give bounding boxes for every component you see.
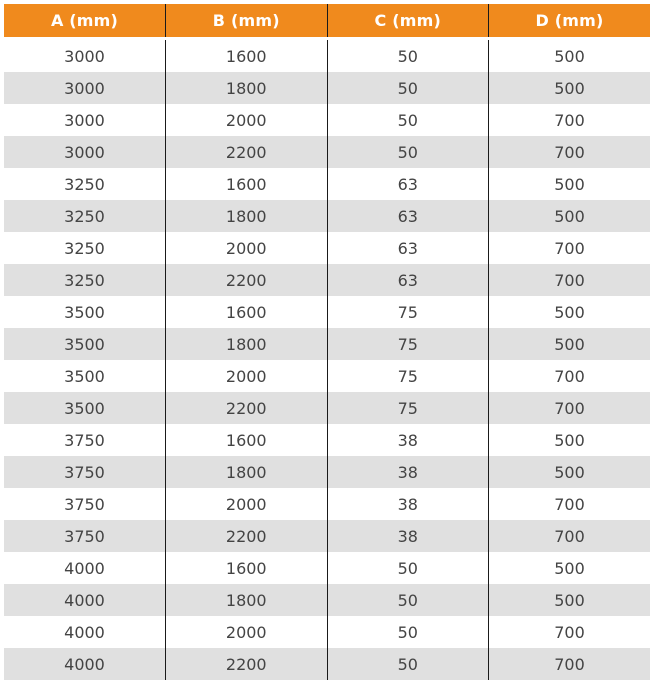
cell-a: 3000 bbox=[4, 39, 166, 73]
cell-a: 3250 bbox=[4, 264, 166, 296]
cell-a: 3750 bbox=[4, 488, 166, 520]
cell-a: 3000 bbox=[4, 136, 166, 168]
cell-d: 500 bbox=[489, 456, 651, 488]
cell-a: 3750 bbox=[4, 520, 166, 552]
table-row bbox=[4, 424, 650, 456]
cell-a: 3500 bbox=[4, 296, 166, 328]
cell-a: 3250 bbox=[4, 200, 166, 232]
cell-b: 1600 bbox=[166, 424, 328, 456]
cell-c: 38 bbox=[327, 456, 489, 488]
table-row bbox=[4, 136, 650, 168]
cell-c: 75 bbox=[327, 360, 489, 392]
cell-a: 3500 bbox=[4, 328, 166, 360]
cell-b: 1600 bbox=[166, 552, 328, 584]
column-header-a: A (mm) bbox=[4, 4, 166, 39]
header-row bbox=[4, 4, 650, 39]
cell-c: 50 bbox=[327, 648, 489, 680]
cell-d: 500 bbox=[489, 328, 651, 360]
dimensions-table-container bbox=[4, 4, 650, 680]
cell-a: 3250 bbox=[4, 168, 166, 200]
cell-a: 3250 bbox=[4, 232, 166, 264]
cell-a: 4000 bbox=[4, 648, 166, 680]
column-header-b: B (mm) bbox=[166, 4, 328, 39]
cell-d: 500 bbox=[489, 39, 651, 73]
cell-c: 75 bbox=[327, 296, 489, 328]
cell-c: 50 bbox=[327, 136, 489, 168]
column-header-c: C (mm) bbox=[327, 4, 489, 39]
cell-c: 50 bbox=[327, 616, 489, 648]
cell-b: 1800 bbox=[166, 328, 328, 360]
cell-c: 50 bbox=[327, 584, 489, 616]
table-row bbox=[4, 552, 650, 584]
cell-a: 3750 bbox=[4, 456, 166, 488]
dimensions-table bbox=[4, 4, 650, 680]
cell-b: 2000 bbox=[166, 360, 328, 392]
cell-b: 2200 bbox=[166, 648, 328, 680]
table-row bbox=[4, 488, 650, 520]
table-row bbox=[4, 168, 650, 200]
cell-d: 700 bbox=[489, 360, 651, 392]
cell-d: 700 bbox=[489, 136, 651, 168]
cell-c: 63 bbox=[327, 264, 489, 296]
table-row bbox=[4, 360, 650, 392]
cell-c: 38 bbox=[327, 520, 489, 552]
table-header bbox=[4, 4, 650, 39]
cell-a: 3000 bbox=[4, 104, 166, 136]
table-row bbox=[4, 104, 650, 136]
cell-b: 2200 bbox=[166, 392, 328, 424]
cell-d: 700 bbox=[489, 104, 651, 136]
cell-a: 3750 bbox=[4, 424, 166, 456]
table-row bbox=[4, 232, 650, 264]
table-row bbox=[4, 616, 650, 648]
cell-c: 63 bbox=[327, 168, 489, 200]
cell-a: 4000 bbox=[4, 616, 166, 648]
cell-b: 1800 bbox=[166, 456, 328, 488]
cell-d: 500 bbox=[489, 168, 651, 200]
cell-b: 1800 bbox=[166, 584, 328, 616]
cell-c: 38 bbox=[327, 424, 489, 456]
cell-c: 50 bbox=[327, 72, 489, 104]
cell-d: 700 bbox=[489, 392, 651, 424]
cell-c: 75 bbox=[327, 328, 489, 360]
cell-b: 2000 bbox=[166, 616, 328, 648]
cell-b: 1800 bbox=[166, 200, 328, 232]
cell-a: 3000 bbox=[4, 72, 166, 104]
cell-d: 500 bbox=[489, 552, 651, 584]
cell-b: 1600 bbox=[166, 296, 328, 328]
table-row bbox=[4, 520, 650, 552]
cell-b: 2200 bbox=[166, 136, 328, 168]
column-header-d: D (mm) bbox=[489, 4, 651, 39]
cell-d: 500 bbox=[489, 296, 651, 328]
table-row bbox=[4, 392, 650, 424]
cell-a: 4000 bbox=[4, 552, 166, 584]
cell-c: 75 bbox=[327, 392, 489, 424]
cell-d: 500 bbox=[489, 72, 651, 104]
cell-b: 2000 bbox=[166, 104, 328, 136]
cell-a: 3500 bbox=[4, 392, 166, 424]
cell-b: 2000 bbox=[166, 232, 328, 264]
table-row bbox=[4, 584, 650, 616]
cell-d: 700 bbox=[489, 488, 651, 520]
cell-c: 50 bbox=[327, 104, 489, 136]
table-row bbox=[4, 296, 650, 328]
table-row bbox=[4, 39, 650, 73]
cell-b: 2200 bbox=[166, 520, 328, 552]
cell-d: 500 bbox=[489, 424, 651, 456]
cell-c: 50 bbox=[327, 552, 489, 584]
table-row bbox=[4, 456, 650, 488]
cell-d: 500 bbox=[489, 200, 651, 232]
cell-b: 1600 bbox=[166, 39, 328, 73]
cell-d: 700 bbox=[489, 520, 651, 552]
table-row bbox=[4, 648, 650, 680]
cell-c: 38 bbox=[327, 488, 489, 520]
table-row bbox=[4, 328, 650, 360]
cell-b: 1800 bbox=[166, 72, 328, 104]
cell-d: 700 bbox=[489, 232, 651, 264]
table-body bbox=[4, 39, 650, 681]
cell-a: 3500 bbox=[4, 360, 166, 392]
cell-c: 63 bbox=[327, 200, 489, 232]
cell-b: 1600 bbox=[166, 168, 328, 200]
table-row bbox=[4, 264, 650, 296]
cell-a: 4000 bbox=[4, 584, 166, 616]
cell-b: 2000 bbox=[166, 488, 328, 520]
table-row bbox=[4, 72, 650, 104]
cell-c: 50 bbox=[327, 39, 489, 73]
cell-d: 700 bbox=[489, 264, 651, 296]
cell-b: 2200 bbox=[166, 264, 328, 296]
cell-d: 700 bbox=[489, 648, 651, 680]
cell-d: 500 bbox=[489, 584, 651, 616]
cell-c: 63 bbox=[327, 232, 489, 264]
table-row bbox=[4, 200, 650, 232]
cell-d: 700 bbox=[489, 616, 651, 648]
